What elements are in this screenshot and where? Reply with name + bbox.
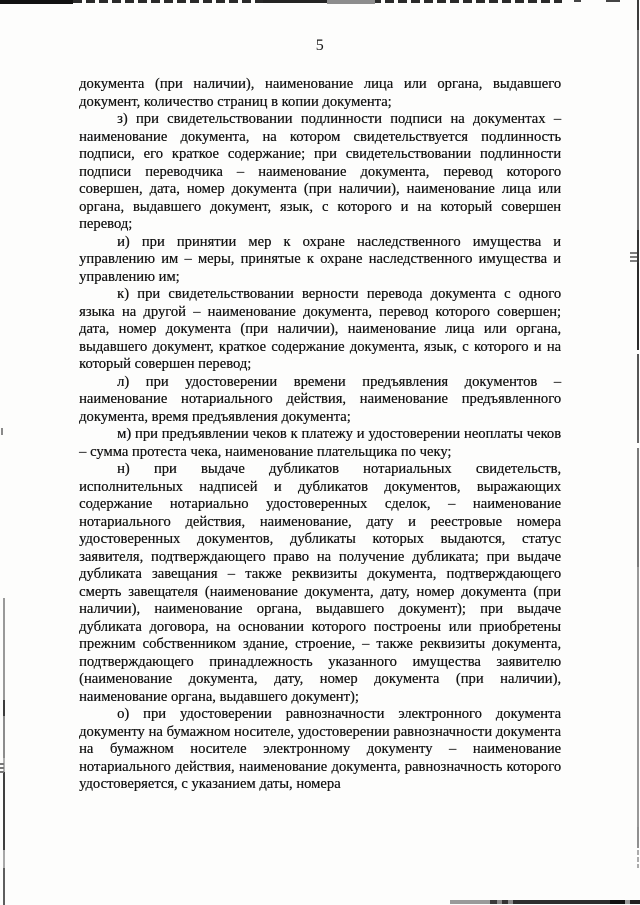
paragraph-item-m: м) при предъявлении чеков к платежу и удостоверении неоплаты чеков – сумма протеста чека, наименование плательщика по чеку;	[79, 426, 561, 460]
page-number: 5	[315, 37, 325, 54]
paragraph-item-n: н) при выдаче дубликатов нотариальных свидетельств, исполнительных надписей и дубликатов документов, выражающих содержание нотариально удостоверенных сделок, – наименование нотариального действия, наименование, дату и реестровые номера удостоверенных документов, дубликаты которых выдаются, статус заявителя, подтверждающего право на получение дубликата; при выдаче дубликата завещания – также реквизиты документа, подтверждающего смерть завещателя (наименование документа, дату, номер документа (при наличии), наименование органа, выдавшего документ); при выдаче дубликата договора, на основании которого построены или приобретены прежним собственником здание, строение, – также реквизиты документа, подтверждающего принадлежность указанного имущества заявителю (наименование документа, дату, номер документа (при наличии), наименование органа, выдавшего документ);	[79, 461, 561, 705]
scan-artifact-right-hatch	[630, 252, 637, 264]
scan-artifact-top-dash	[574, 0, 581, 2]
paragraph-item-k: к) при свидетельствовании верности перевода документа с одного языка на другой – наименование документа, перевод которого совершен; дата, номер документа (при наличии), наименование лица или органа, выдавшего документ, краткое содержание документа, язык, с которого и на который совершен перевод;	[79, 286, 561, 372]
paragraph-item-l: л) при удостоверении времени предъявления документов – наименование нотариального действия, наименование предъявленного документа, время предъявления документа;	[79, 373, 561, 425]
scan-artifact-top-dashes	[73, 0, 562, 3]
scan-artifact-right-edge-line	[637, 0, 639, 868]
scan-artifact-left-edge-line	[3, 598, 5, 905]
paragraph-item-z: з) при свидетельствовании подлинности подписи на документах – наименование документа, на котором свидетельствуется подлинность подписи, его краткое содержание; при свидетельствовании подлинности подписи переводчика – наименование документа, перевод которого совершен, дата, номер документа (при наличии), наименование лица или органа, выдавшего документ, язык, с которого и на который совершен перевод;	[79, 111, 561, 232]
document-text-body	[79, 76, 561, 794]
paragraph-continuation: документа (при наличии), наименование лица или органа, выдавшего документ, количество страниц в копии документа;	[79, 76, 561, 110]
scan-artifact-top-gray-segment	[327, 0, 375, 4]
scan-artifact-top-dash	[606, 0, 620, 2]
scan-artifact-left-hatch	[0, 763, 4, 773]
paragraph-item-o: о) при удостоверении равнозначности электронного документа документу на бумажном носителе, удостоверении равнозначности документа на бумажном носителе электронному документу – наименование нотариального действия, наименование документа, равнозначность которого удостоверяется, с указанием даты, номера	[79, 706, 561, 792]
paragraph-item-i: и) при принятии мер к охране наследственного имущества и управлению им – меры, принятые к охране наследственного имущества и управлению им;	[79, 233, 561, 285]
scan-artifact-top-dark-segment	[263, 0, 333, 3]
scan-artifact-right-dashes	[637, 848, 639, 868]
scan-artifact-bottom-bar	[450, 900, 640, 904]
scan-artifact-left-tick	[1, 428, 3, 435]
scan-artifact-top-bar	[0, 0, 73, 4]
